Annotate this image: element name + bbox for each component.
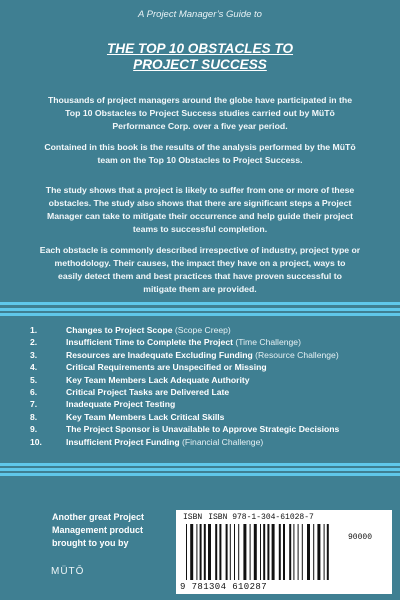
ean-digits: 9 781304 610287 [180,582,268,592]
item-title: Resources are Inadequate Excluding Funding [66,349,256,360]
barcode-bar [307,524,310,580]
paragraph-line: teams to successful completion. [132,224,268,234]
item-number: 7. [30,399,38,410]
item-title: Critical Requirements are Unspecified or Missing [66,362,267,373]
barcode-bar [263,524,265,580]
item-title: Inadequate Project Testing [66,399,176,410]
isbn-number: ISBN 978-1-304-61028-7 [208,513,314,522]
barcode-bar [267,524,269,580]
list-item [30,349,390,361]
paragraph-line: The study shows that a project is likely to suffer from one or more of these [45,185,355,195]
list-item [30,436,390,448]
barcode-bar [215,524,217,580]
list-item [30,324,390,336]
item-number: 8. [30,411,38,422]
barcode-bar [283,524,285,580]
item-number: 4. [30,362,38,373]
divider-stripe [0,308,400,311]
list-item [30,398,390,410]
paragraph-line: Thousands of project managers around the globe have participated in the [47,95,353,105]
paragraph-line: mitigate them are provided. [143,284,257,294]
title-line-2: PROJECT SUCCESS [133,57,267,72]
item-number: 6. [30,386,38,397]
paragraph-line: easily detect them and best practices that have proven successful to [58,271,342,281]
barcode-bar [186,524,187,580]
list-item [30,423,390,435]
item-number: 1. [30,325,38,335]
item-title: Key Team Members Lack Adequate Authority [66,374,250,385]
item-note: (Resource Challenge) [255,349,339,360]
barcode-bar [219,524,221,580]
promo-line: Another great Project [52,512,145,522]
series-subtitle: A Project Manager’s Guide to [138,9,262,20]
isbn-barcode [176,510,392,594]
isbn-prefix: ISBN [183,513,203,522]
divider-stripe [0,463,400,466]
publisher-promo [52,511,172,549]
barcode-bar [230,524,231,580]
list-item [30,386,390,398]
title-line-1: THE TOP 10 OBSTACLES TO [106,41,294,56]
barcode-bar [234,524,235,580]
barcode-bars-icon [184,524,344,582]
barcode-bar [243,524,246,580]
barcode-bar [254,524,257,580]
paragraph-line: Each obstacle is commonly described irrespective of industry, project type or [39,245,361,255]
barcode-bar [298,524,299,580]
publisher-logo: MÜTŌ [51,566,85,577]
barcode-bar [238,524,239,580]
list-item [30,336,390,348]
barcode-bar [272,524,275,580]
divider-stripe [0,302,400,305]
barcode-bar [260,524,261,580]
barcode-bar [208,524,211,580]
intro-paragraph-3 [12,184,388,236]
item-note: (Scope Creep) [174,325,231,335]
paragraph-line: Top 10 Obstacles to Project Success studies carried out by MüTō [65,108,335,118]
price-code: 90000 [348,533,373,542]
paragraph-line: obstacles. The study also shows that there are significant steps a Project [48,198,352,208]
item-title: Insufficient Time to Complete the Project [66,337,236,348]
item-title: Changes to Project Scope [66,325,175,335]
barcode-bar [190,524,193,580]
barcode-bar [289,524,291,580]
paragraph-line: Performance Corp. over a five year period. [112,121,288,131]
item-note: (Time Challenge) [235,337,301,348]
barcode-bar [327,524,329,580]
barcode-bar [279,524,281,580]
barcode-bar [226,524,228,580]
promo-line: brought to you by [52,537,129,548]
item-number: 10. [30,436,42,447]
barcode-bar [313,524,314,580]
paragraph-line: methodology. Their causes, the impact they have on a project, ways to [54,258,346,268]
item-title: Key Team Members Lack Critical Skills [66,411,225,422]
paragraph-line: team on the Top 10 Obstacles to Project Success. [97,155,303,165]
item-number: 9. [30,424,38,435]
divider-stripe [0,313,400,316]
paragraph-line: Contained in this book is the results of the analysis performed by the MüTō [44,142,356,152]
barcode-bar [293,524,294,580]
intro-paragraph-4 [12,244,388,296]
item-number: 5. [30,374,38,385]
intro-paragraph-2 [12,141,388,167]
divider-stripe [0,473,400,476]
barcode-bar [317,524,320,580]
item-title: Insufficient Project Funding [66,436,183,447]
promo-line: Management product [52,524,144,535]
barcode-bar [200,524,202,580]
list-item [30,374,390,386]
divider-stripe [0,468,400,471]
barcode-bar [196,524,197,580]
item-title: The Project Sponsor is Unavailable to Approve Strategic Decisions [66,424,340,435]
isbn-label [183,513,314,522]
barcode-bar [302,524,303,580]
barcode-bar [204,524,206,580]
item-note: (Financial Challenge) [182,436,264,447]
list-item [30,411,390,423]
intro-paragraph-1 [12,94,388,133]
book-title [0,41,400,73]
paragraph-line: Manager can take to mitigate their occurrence and help guide their project [46,211,354,221]
item-number: 2. [30,337,38,348]
obstacles-list [30,324,390,448]
item-title: Critical Project Tasks are Delivered Late [66,386,230,397]
list-item [30,361,390,373]
barcode-bar [250,524,251,580]
item-number: 3. [30,349,38,360]
barcode-bar [324,524,325,580]
